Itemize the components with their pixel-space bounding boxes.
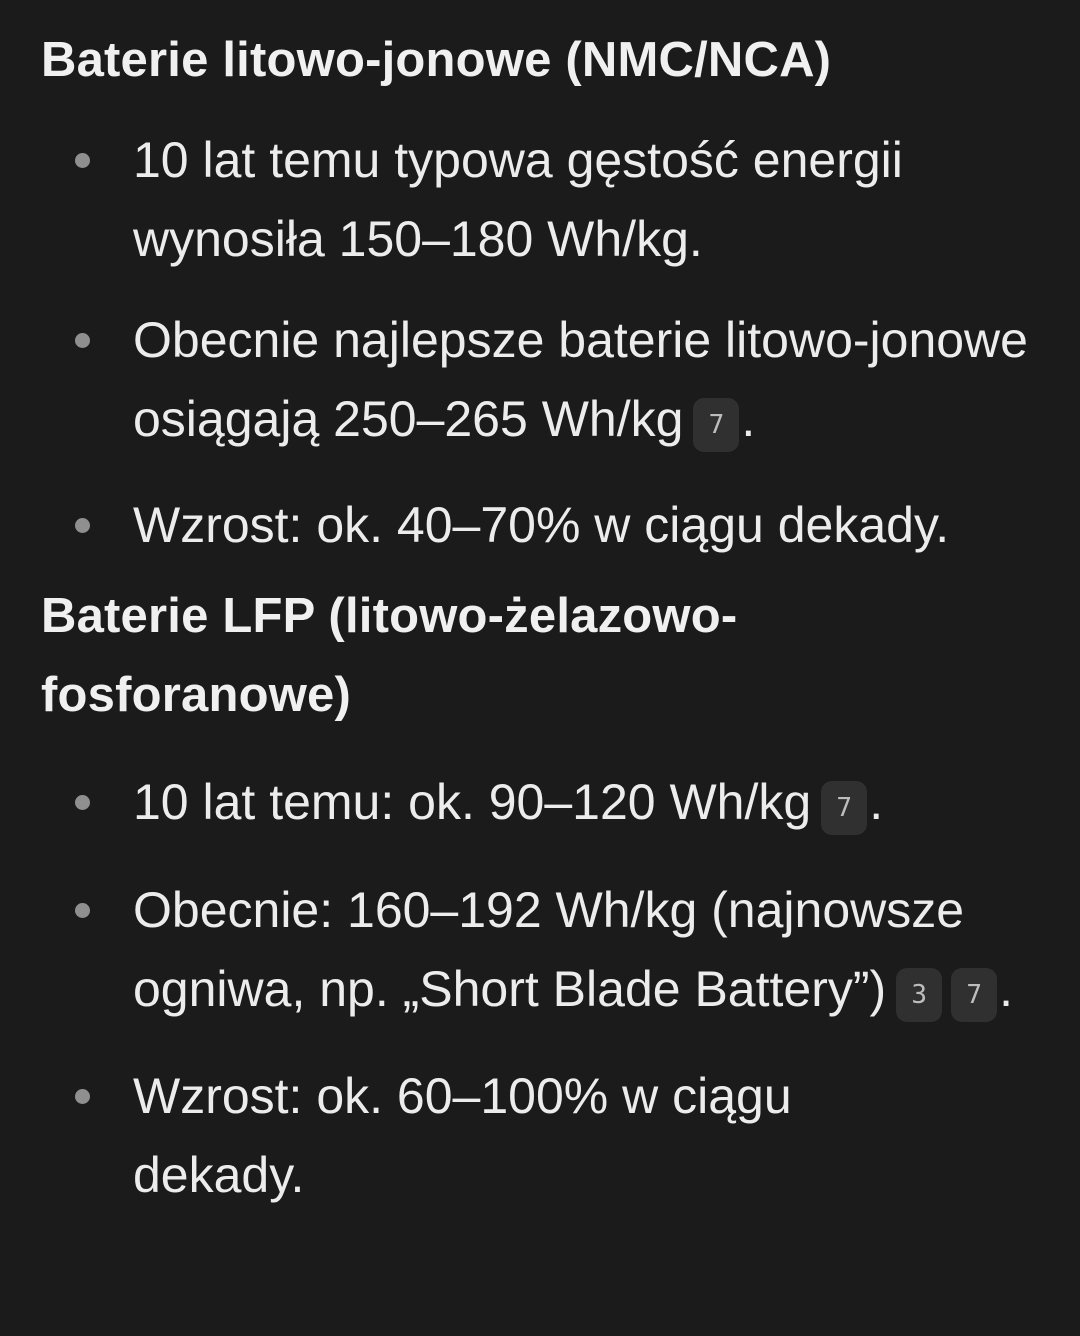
bullet-dot-icon	[75, 333, 90, 348]
bullet-dot-icon	[75, 795, 90, 810]
list-item	[41, 486, 1053, 565]
lfp-bullet-list	[41, 763, 1046, 1215]
citation-badge[interactable]: 3	[896, 968, 942, 1022]
citation-badge[interactable]: 7	[821, 781, 867, 835]
citation-badge[interactable]: 7	[951, 968, 997, 1022]
citation-badge[interactable]: 7	[693, 398, 739, 452]
bullet-dot-icon	[75, 903, 90, 918]
bullet-text: 10 lat temu: ok. 90–120 Wh/kg	[133, 774, 812, 830]
list-item	[41, 871, 1046, 1029]
li-ion-bullet-list	[41, 121, 1046, 565]
sentence-end: .	[869, 774, 884, 830]
sentence-end: .	[999, 961, 1014, 1017]
sentence-end: .	[741, 391, 756, 447]
list-item	[41, 1057, 813, 1215]
list-item	[41, 121, 1033, 279]
bullet-dot-icon	[75, 1089, 90, 1104]
message-content	[41, 0, 1046, 1215]
bullet-text: 10 lat temu typowa gęstość energii wynosiła 150–180 Wh/kg.	[133, 132, 903, 267]
list-item	[41, 763, 1033, 842]
bullet-text: Obecnie: 160–192 Wh/kg (najnowsze ogniwa, np. „Short Blade Battery”)	[133, 882, 965, 1017]
section-heading-lfp: Baterie LFP (litowo-żelazowo-fosforanowe)	[41, 589, 738, 722]
section-heading-li-ion: Baterie litowo-jonowe (NMC/NCA)	[41, 33, 832, 87]
bullet-dot-icon	[75, 518, 90, 533]
bullet-text: Obecnie najlepsze baterie litowo-jonowe osiągają 250–265 Wh/kg	[133, 312, 1028, 447]
bullet-text: Wzrost: ok. 60–100% w ciągu dekady.	[133, 1068, 792, 1203]
bullet-text: Wzrost: ok. 40–70% w ciągu dekady.	[133, 497, 950, 553]
bullet-dot-icon	[75, 153, 90, 168]
list-item	[41, 301, 1033, 459]
